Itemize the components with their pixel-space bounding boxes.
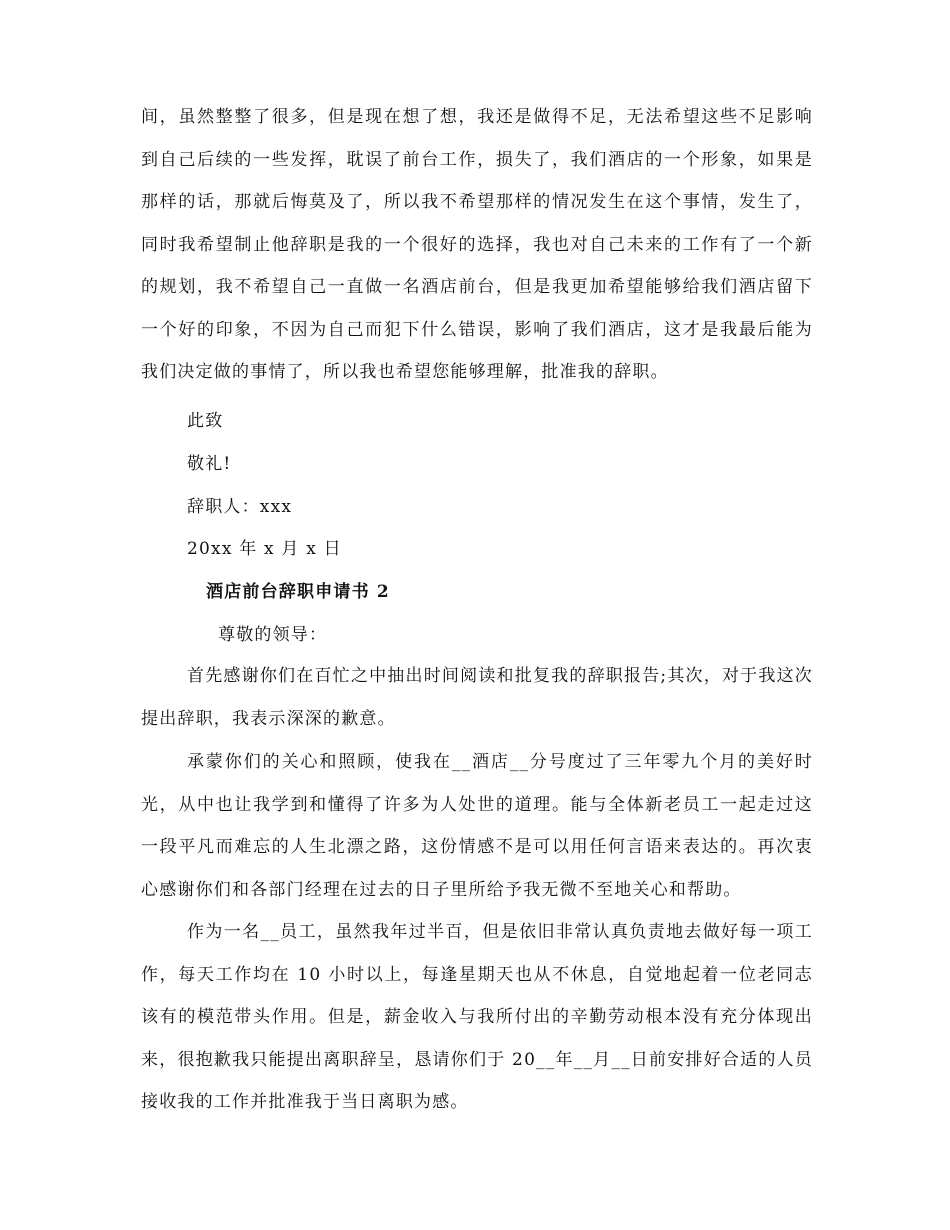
date-line: 20xx 年 x 月 x 日 <box>187 539 342 559</box>
body-paragraph: 承蒙你们的关心和照顾，使我在__酒店__分号度过了三年零九个月的美好时光，从中也让我学到和懂得了许多为人处世的道理。能与全体新老员工一起走过这一段平凡而难忘的人生北漂之路，这份情感不是可以用任何言语来表达的。再次衷心感谢你们和各部门经理在过去的日子里所给予我无微不至地关心和帮助。 <box>141 752 813 900</box>
signature-line: 辞职人：xxx <box>187 497 293 517</box>
continuation-paragraph: 间，虽然整整了很多，但是现在想了想，我还是做得不足，无法希望这些不足影响到自己后续的一些发挥，耽误了前台工作，损失了，我们酒店的一个形象，如果是那样的话，那就后悔莫及了，所以我不希望那样的情况发生在这个事情，发生了，同时我希望制止他辞职是我的一个很好的选择，我也对自己未来的工作有了一个新的规划，我不希望自己一直做一名酒店前台，但是我更加希望能够给我们酒店留下一个好的印象，不因为自己而犯下什么错误，影响了我们酒店，这才是我最后能为我们决定做的事情了，所以我也希望您能够理解，批准我的辞职。 <box>141 107 813 382</box>
salutation: 尊敬的领导： <box>218 625 328 645</box>
section-title: 酒店前台辞职申请书 2 <box>206 582 390 602</box>
closing-line-1: 此致 <box>187 411 224 431</box>
body-paragraph: 作为一名__员工，虽然我年过半百，但是依旧非常认真负责地去做好每一项工作，每天工作均在 10 小时以上，每逢星期天也从不休息，自觉地起着一位老同志该有的模范带头作用。但是，薪金收入与我所付出的辛勤劳动根本没有充分体现出来，很抱歉我只能提出离职辞呈，恳请你们于 20__年__月__日前安排好合适的人员接收我的工作并批准我于当日离职为感。 <box>141 922 813 1112</box>
closing-line-2: 敬礼! <box>187 454 232 474</box>
body-paragraph: 首先感谢你们在百忙之中抽出时间阅读和批复我的辞职报告;其次，对于我这次提出辞职，我表示深深的歉意。 <box>141 666 813 729</box>
